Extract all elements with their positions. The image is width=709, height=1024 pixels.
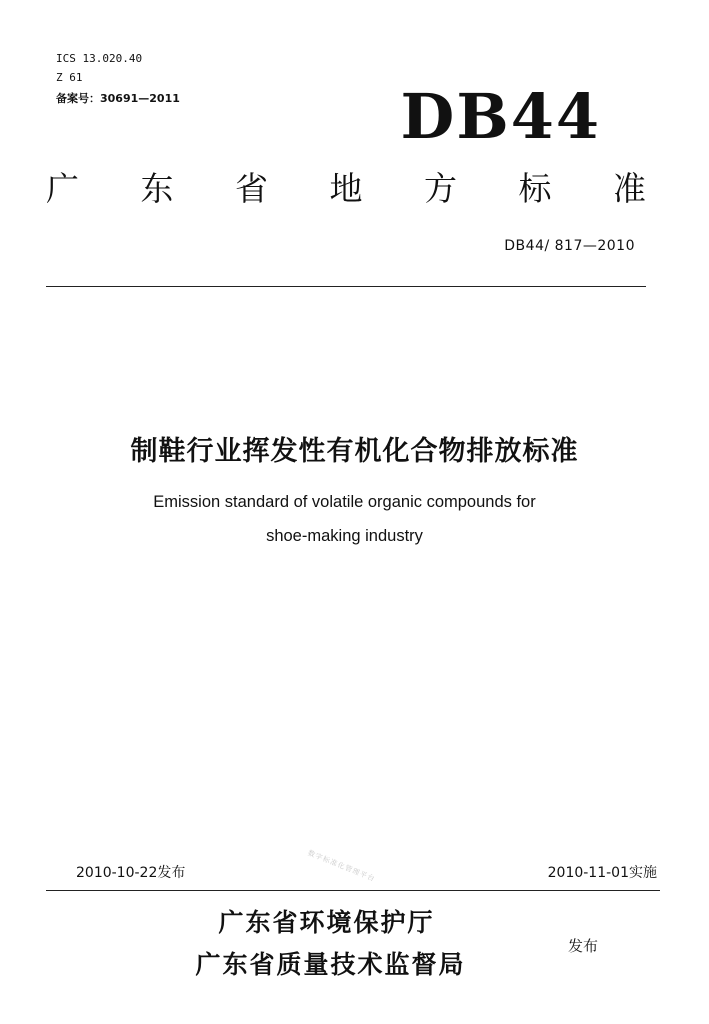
english-title-line-1: Emission standard of volatile organic compounds for [153,493,536,511]
publish-label: 发布 [568,937,599,955]
issue-date: 2010-10-22发布 [76,865,186,881]
bottom-divider [46,890,660,891]
title-char: 地 [329,169,363,208]
watermark: 数字标准化管理平台 [306,848,377,884]
title-char: 省 [235,169,268,208]
top-divider [46,286,646,287]
chinese-title: 制鞋行业挥发性有机化合物排放标准 [130,436,579,467]
standard-type-title [46,166,646,212]
implementation-date: 2010-11-01实施 [547,865,657,881]
record-number: 备案号：30691—2011 [56,92,180,105]
title-char: 方 [424,169,457,208]
title-char: 广 [46,169,79,208]
english-title-line-2: shoe-making industry [266,527,423,545]
classification-code: Z 61 [56,71,83,84]
db44-logo: DB44 [400,80,601,153]
title-char: 准 [613,169,646,208]
standard-number: DB44/ 817—2010 [504,238,635,254]
title-char: 东 [140,169,174,208]
ics-code: ICS 13.020.40 [56,52,143,65]
issuer-quality-bureau: 广东省质量技术监督局 [195,950,466,979]
title-char: 标 [518,169,552,208]
issuer-environment-department: 广东省环境保护厅 [218,908,435,937]
